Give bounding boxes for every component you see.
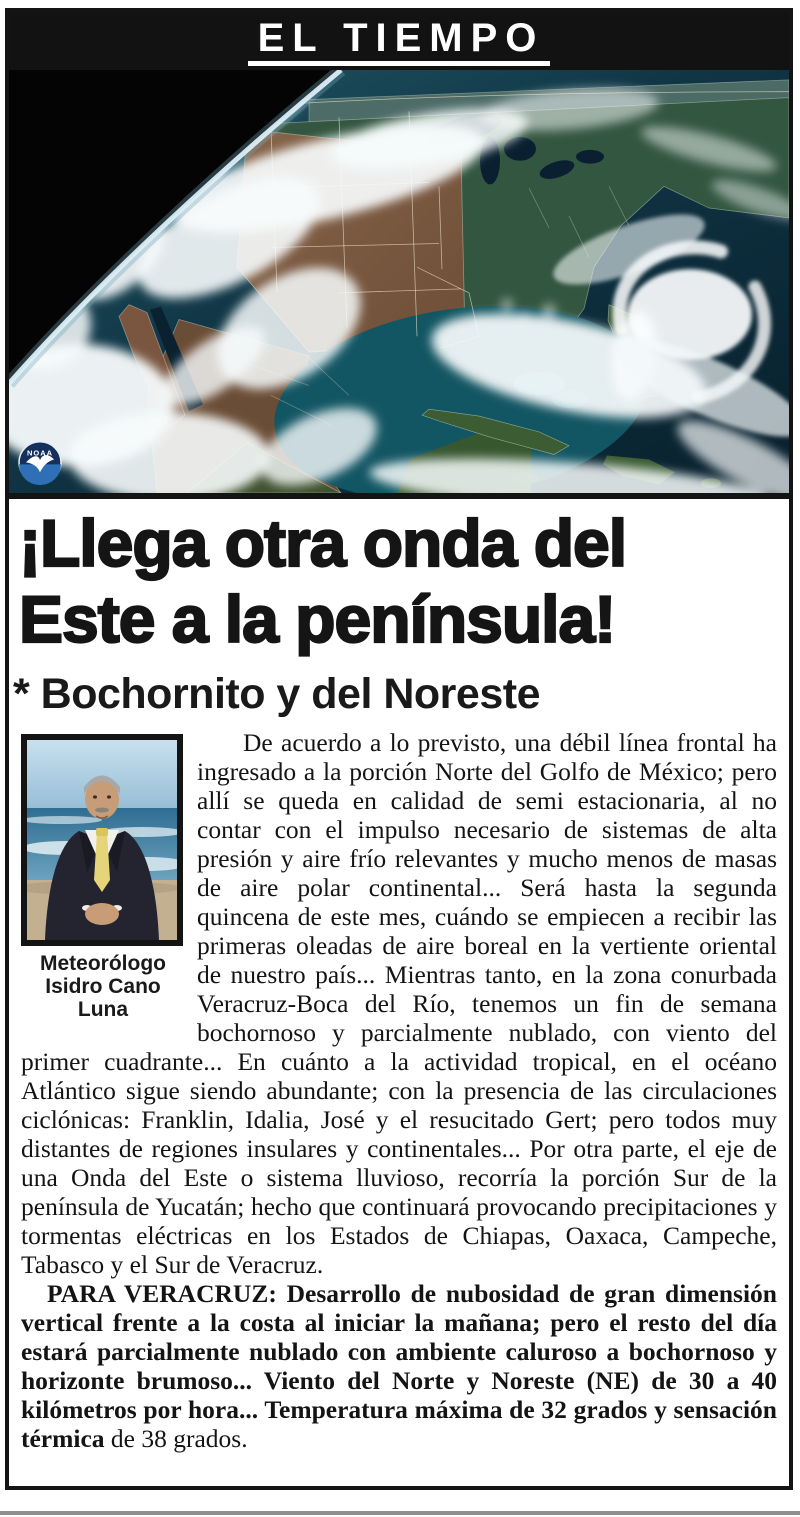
meteorologist-photo-block [21, 734, 185, 1021]
para-veracruz-tail: de 38 grados. [110, 1424, 248, 1454]
masthead [9, 12, 789, 70]
photo-caption-line2: Isidro Cano Luna [45, 975, 161, 1022]
body-paragraph-2 [21, 1279, 777, 1453]
para-veracruz-bold: PARA VERACRUZ: Desarrollo de nubosidad de gran dimensión vertical frente a la costa al iniciar la mañana; pero el resto del día estará parcialmente nublado con ambiente caluroso a bochornoso y horizonte brumoso... Viento del Norte y Noreste (NE) de 30 a 40 kilómetros por hora... Temperatura máxima de 32 grados y sensación térmica [21, 1279, 777, 1454]
body-paragraph-1: De acuerdo a lo previsto, una débil línea frontal ha ingresado a la porción Norte del Golfo de México; pero allí se queda en calidad de semi estacionaria, al no contar con el impulso necesario de sistemas de alta presión y aire frío relevantes y mucho menos de masas de aire polar continental... Será hasta la segunda quincena de este mes, cuándo se empiecen a recibir las primeras oleadas de aire boreal en la vertiente oriental de nuestro país... Mientras tanto, en la zona conurbada Veracruz-Boca del Río, tenemos un fin de semana bochornoso y parcialmente nublado, con viento del primer cuadrante... En cuánto a la actividad tropical, en el océano Atlántico sigue siendo abundante; con la presencia de las circulaciones ciclónicas: Franklin, Idalia, José y el resucitado Gert; pero todos muy distantes de regiones insulares y continentales... Por otra parte, el eje de una Onda del Este o sistema lluvioso, recorría la porción Sur de la península de Yucatán; hecho que continuará provocando precipitaciones y tormentas eléctricas en los Estados de Chiapas, Oaxaca, Campeche, Tabasco y el Sur de Veracruz. [21, 728, 777, 1280]
satellite-image [9, 70, 789, 499]
newspaper-clipping-frame [5, 8, 793, 1490]
noaa-logo [19, 442, 61, 485]
article-body [9, 724, 789, 1470]
noaa-logo-text: NOAA [26, 448, 54, 458]
meteorologist-photo [21, 734, 183, 946]
photo-caption-line1: Meteorólogo [40, 952, 166, 976]
subheadline: * Bochornito y del Noreste [13, 670, 540, 718]
photo-caption [21, 952, 185, 1021]
headline-line2: Este a la península! [19, 582, 616, 656]
bottom-rule [0, 1511, 800, 1515]
headline-line1: ¡Llega otra onda del [19, 506, 627, 580]
portrait-graphic [27, 740, 177, 940]
goes-satellite-graphic [9, 70, 789, 493]
headline [9, 499, 789, 657]
masthead-title: EL TIEMPO [248, 17, 551, 66]
